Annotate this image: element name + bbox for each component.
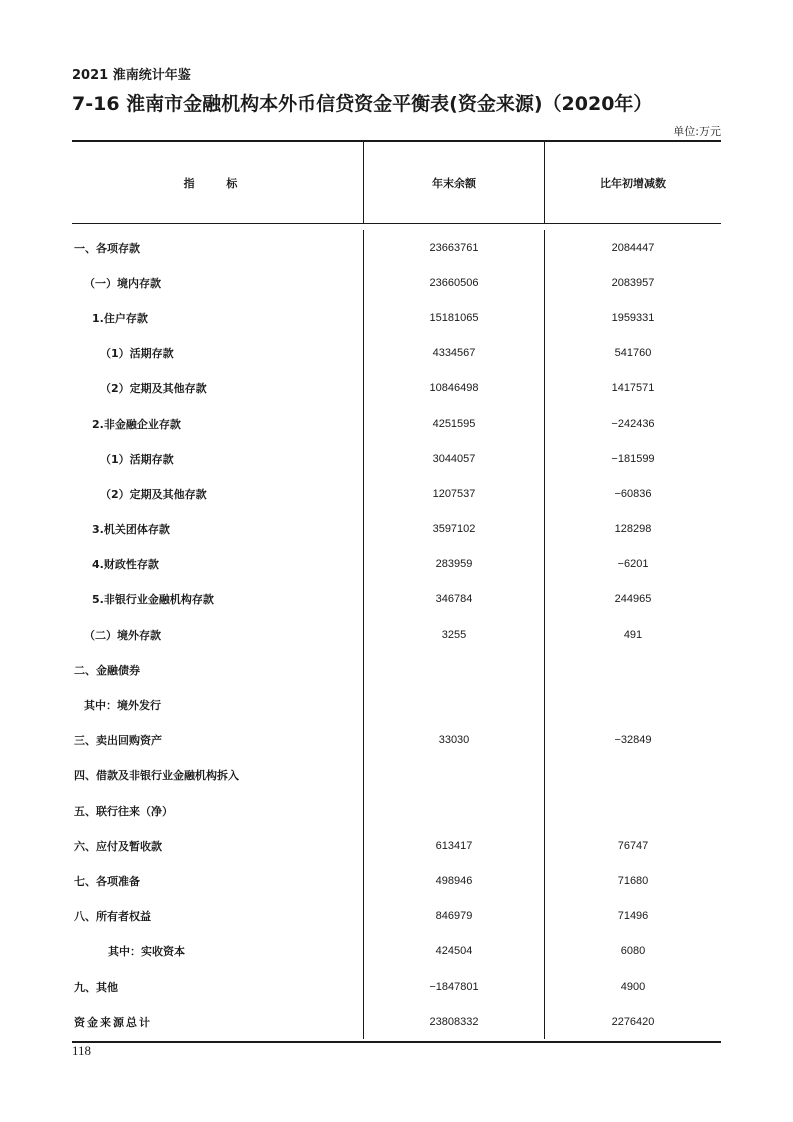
- row-change: 1959331: [544, 300, 721, 335]
- table-row: [72, 476, 721, 511]
- row-change: 2084447: [544, 230, 721, 265]
- row-change: [544, 687, 721, 722]
- row-label: 八、所有者权益: [74, 910, 151, 924]
- table-row: [72, 512, 721, 547]
- row-balance: 4334567: [363, 336, 544, 371]
- table-row: [72, 441, 721, 476]
- row-label: （一）境内存款: [84, 276, 161, 290]
- row-label: 2.非金融企业存款: [92, 417, 181, 431]
- row-label: （2）定期及其他存款: [100, 487, 207, 501]
- row-label: 资金来源总计: [74, 1015, 152, 1029]
- page-title: 7-16 淮南市金融机构本外币信贷资金平衡表(资金来源)（2020年）: [72, 93, 653, 115]
- row-change: 6080: [544, 934, 721, 969]
- row-change: 71496: [544, 899, 721, 934]
- row-label: （二）境外存款: [84, 628, 161, 642]
- row-change: 2276420: [544, 1004, 721, 1039]
- row-balance: 283959: [363, 547, 544, 582]
- row-change: 1417571: [544, 371, 721, 406]
- table-row: [72, 863, 721, 898]
- row-balance: 846979: [363, 899, 544, 934]
- row-label: （1）活期存款: [100, 452, 174, 466]
- row-label: 四、借款及非银行业金融机构拆入: [74, 769, 239, 783]
- row-change: 244965: [544, 582, 721, 617]
- row-change: −6201: [544, 547, 721, 582]
- row-change: −60836: [544, 476, 721, 511]
- row-label: （1）活期存款: [100, 347, 174, 361]
- row-balance: 23808332: [363, 1004, 544, 1039]
- row-change: −242436: [544, 406, 721, 441]
- table-row: [72, 723, 721, 758]
- row-balance: 613417: [363, 828, 544, 863]
- row-label: （2）定期及其他存款: [100, 382, 207, 396]
- unit-label: 单位:万元: [673, 125, 721, 138]
- row-change: −181599: [544, 441, 721, 476]
- row-label: 二、金融债券: [74, 663, 140, 677]
- row-balance: 3255: [363, 617, 544, 652]
- row-balance: 3044057: [363, 441, 544, 476]
- row-change: 541760: [544, 336, 721, 371]
- table-row: [72, 230, 721, 265]
- table-row: [72, 336, 721, 371]
- row-change: 128298: [544, 512, 721, 547]
- row-balance: −1847801: [363, 969, 544, 1004]
- row-change: 71680: [544, 863, 721, 898]
- row-change: [544, 758, 721, 793]
- table-row: [72, 687, 721, 722]
- row-change: 491: [544, 617, 721, 652]
- table-row: [72, 547, 721, 582]
- row-balance: [363, 793, 544, 828]
- row-balance: 424504: [363, 934, 544, 969]
- row-balance: 33030: [363, 723, 544, 758]
- row-change: [544, 793, 721, 828]
- row-label: 其中：实收资本: [108, 945, 185, 959]
- table-row: [72, 300, 721, 335]
- row-label: 七、各项准备: [74, 874, 140, 888]
- table-row: [72, 265, 721, 300]
- row-balance: 23663761: [363, 230, 544, 265]
- row-balance: [363, 652, 544, 687]
- row-change: 4900: [544, 969, 721, 1004]
- table-bottom-rule: [72, 1041, 721, 1043]
- row-change: 2083957: [544, 265, 721, 300]
- row-balance: 498946: [363, 863, 544, 898]
- row-label: 1.住户存款: [92, 311, 148, 325]
- row-label: 4.财政性存款: [92, 558, 159, 572]
- row-change: −32849: [544, 723, 721, 758]
- row-balance: 10846498: [363, 371, 544, 406]
- table-body: [72, 224, 721, 1041]
- page-number: 118: [72, 1043, 92, 1058]
- row-change: 76747: [544, 828, 721, 863]
- row-label: 其中：境外发行: [84, 699, 161, 713]
- column-header-indicator: 指 标: [183, 176, 252, 190]
- table-header-row: [72, 142, 721, 223]
- column-header-change: 比年初增减数: [544, 142, 721, 223]
- row-label: 六、应付及暂收款: [74, 839, 162, 853]
- row-label: 三、卖出回购资产: [74, 734, 162, 748]
- table-row: [72, 652, 721, 687]
- row-label: 5.非银行业金融机构存款: [92, 593, 214, 607]
- row-label: 3.机关团体存款: [92, 523, 170, 537]
- table-row: [72, 758, 721, 793]
- row-balance: [363, 758, 544, 793]
- row-balance: 346784: [363, 582, 544, 617]
- table-row: [72, 371, 721, 406]
- table-row: [72, 617, 721, 652]
- table-row: [72, 969, 721, 1004]
- table-row: [72, 828, 721, 863]
- table-row: [72, 899, 721, 934]
- row-label: 一、各项存款: [74, 241, 140, 255]
- row-balance: 15181065: [363, 300, 544, 335]
- row-balance: 3597102: [363, 512, 544, 547]
- column-header-balance: 年末余额: [363, 142, 544, 223]
- row-balance: [363, 687, 544, 722]
- yearbook-header: 2021 淮南统计年鉴: [72, 68, 191, 83]
- row-balance: 1207537: [363, 476, 544, 511]
- table-row: [72, 793, 721, 828]
- row-balance: 23660506: [363, 265, 544, 300]
- row-change: [544, 652, 721, 687]
- row-label: 五、联行往来（净）: [74, 804, 173, 818]
- table-row: [72, 406, 721, 441]
- row-balance: 4251595: [363, 406, 544, 441]
- table-row: [72, 934, 721, 969]
- table-row: [72, 1004, 721, 1039]
- table-row: [72, 582, 721, 617]
- balance-table: [72, 140, 721, 1043]
- row-label: 九、其他: [74, 980, 118, 994]
